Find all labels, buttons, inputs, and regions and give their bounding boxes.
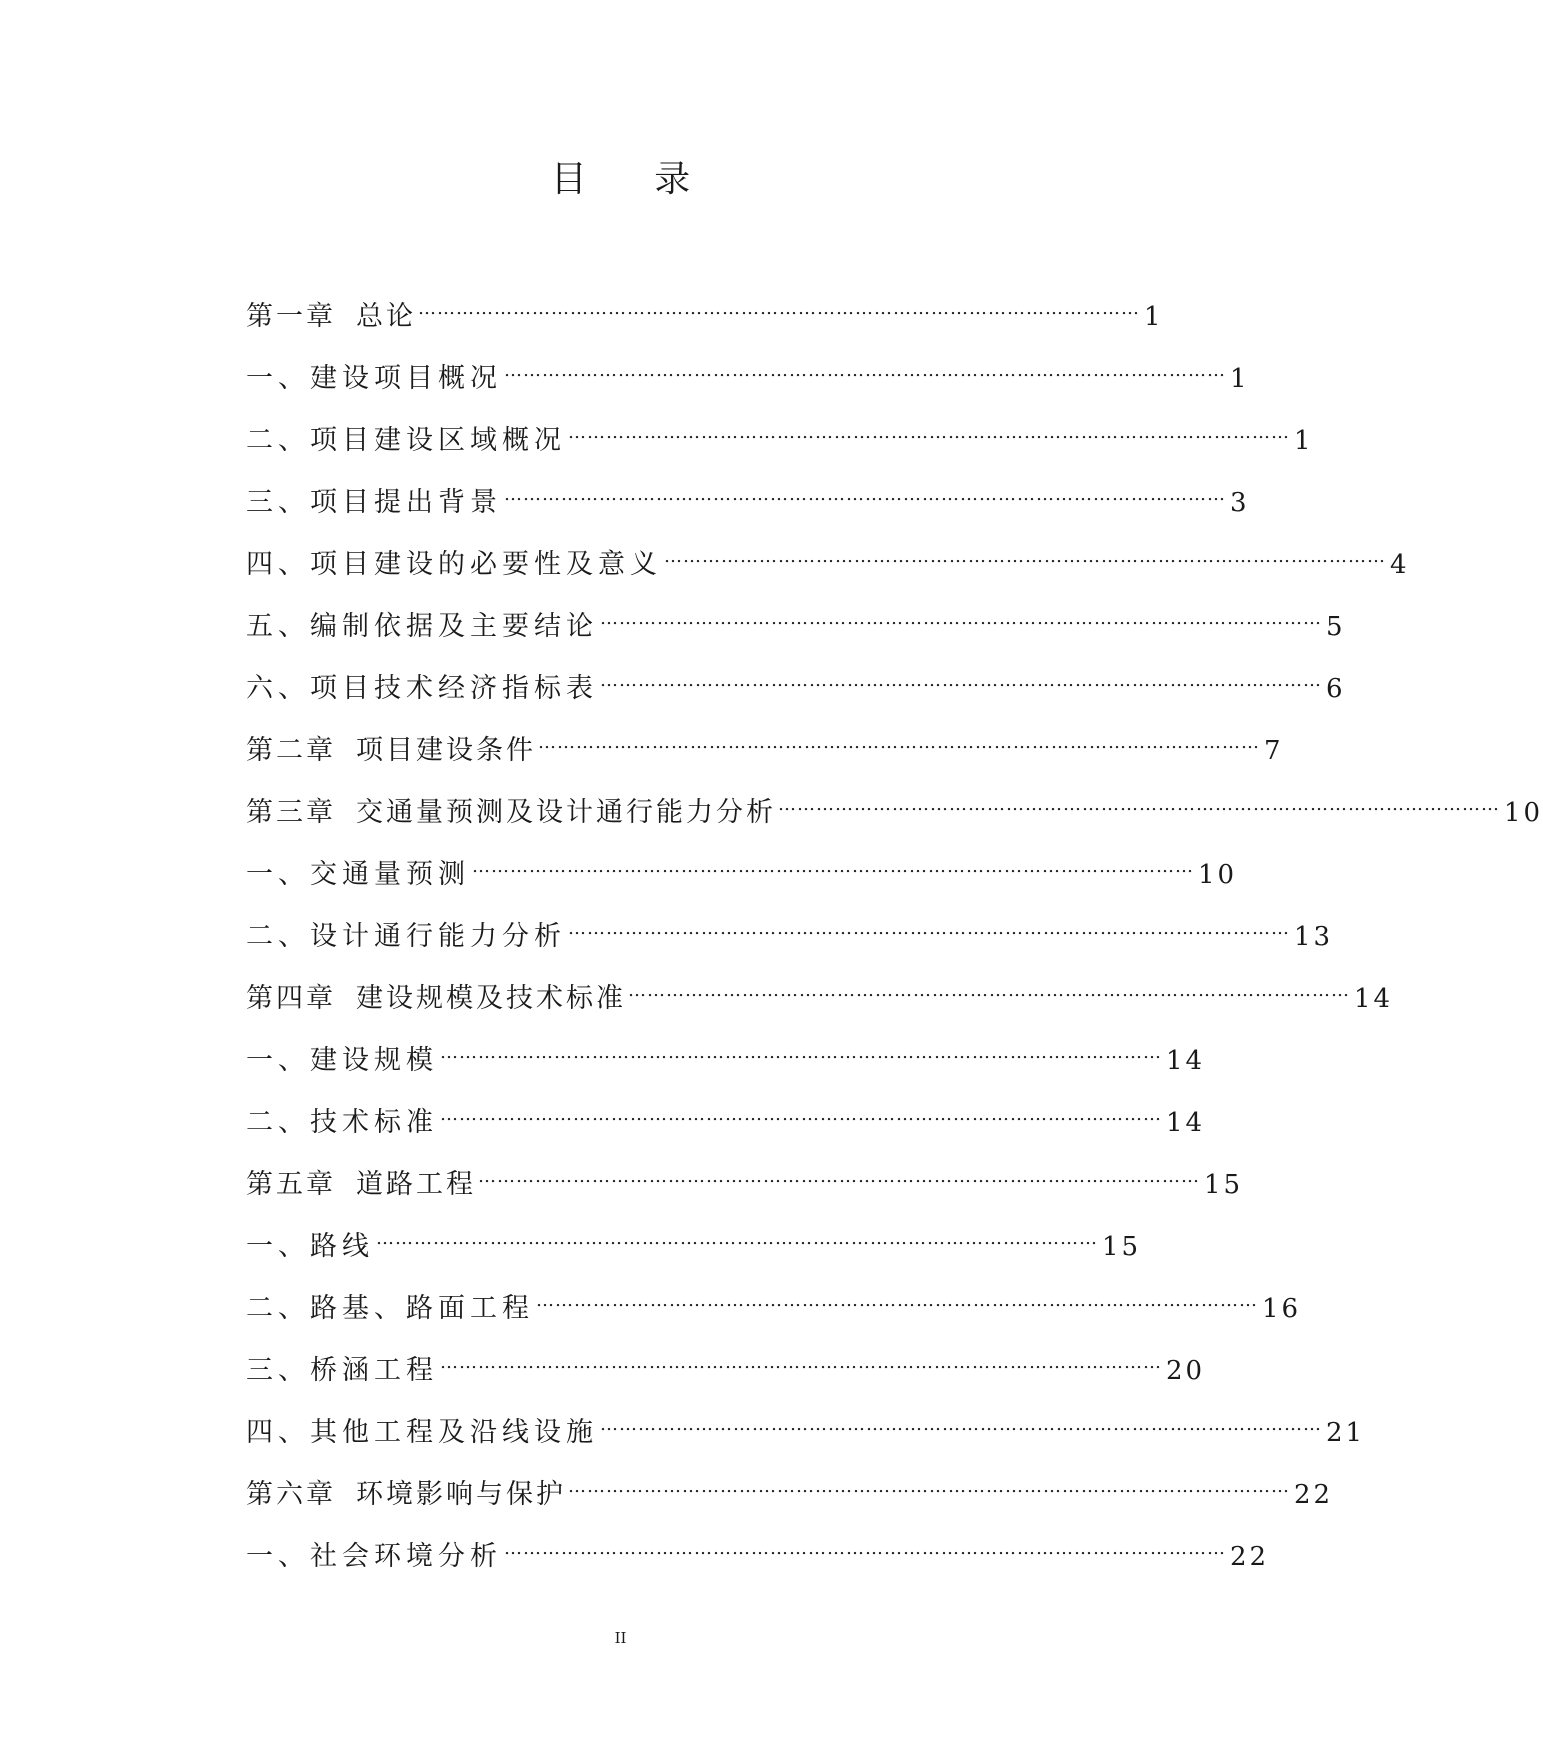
chapter-title: 环境影响与保护 bbox=[356, 1479, 566, 1510]
dot-leader: …………………………………………………………………………………………………… bbox=[568, 422, 1290, 443]
toc-entry-label bbox=[246, 795, 776, 831]
toc-page-number: 13 bbox=[1294, 922, 1334, 952]
chapter-number: 第五章 bbox=[246, 1169, 336, 1200]
toc-page-number: 7 bbox=[1264, 736, 1284, 766]
toc-chapter-entry[interactable] bbox=[246, 286, 1164, 348]
chapter-number: 第三章 bbox=[246, 797, 336, 828]
toc-entry-label: 二、路基、路面工程 bbox=[246, 1293, 534, 1324]
toc-entry-label: 四、其他工程及沿线设施 bbox=[246, 1417, 598, 1448]
toc-section-entry[interactable] bbox=[246, 1216, 1142, 1278]
toc-page-number: 5 bbox=[1326, 612, 1346, 642]
toc-page-number: 15 bbox=[1204, 1170, 1244, 1200]
chapter-title: 总论 bbox=[356, 301, 416, 332]
toc-chapter-entry[interactable] bbox=[246, 968, 1394, 1030]
dot-leader: …………………………………………………………………………………………………… bbox=[568, 1476, 1290, 1497]
toc-page-number: 3 bbox=[1230, 488, 1250, 518]
toc-entry-label: 一、建设规模 bbox=[246, 1045, 438, 1076]
toc-section-entry[interactable] bbox=[246, 596, 1346, 658]
toc-entry-label: 二、项目建设区域概况 bbox=[246, 425, 566, 456]
chapter-title: 交通量预测及设计通行能力分析 bbox=[356, 797, 776, 828]
toc-entry-label: 三、项目提出背景 bbox=[246, 487, 502, 518]
toc-entry-label bbox=[246, 299, 416, 335]
toc-section-entry[interactable] bbox=[246, 472, 1250, 534]
toc-page-number: 14 bbox=[1166, 1108, 1206, 1138]
toc-section-entry[interactable] bbox=[246, 1278, 1302, 1340]
dot-leader: …………………………………………………………………………………………………… bbox=[504, 1538, 1226, 1559]
toc-chapter-entry[interactable] bbox=[246, 720, 1284, 782]
toc-entry-label bbox=[246, 981, 626, 1017]
dot-leader: …………………………………………………………………………………………………… bbox=[418, 298, 1140, 319]
dot-leader: …………………………………………………………………………………………………… bbox=[440, 1104, 1162, 1125]
toc-page-number: 10 bbox=[1198, 860, 1238, 890]
toc-entry-label: 六、项目技术经济指标表 bbox=[246, 673, 598, 704]
table-of-contents bbox=[246, 286, 1543, 1588]
toc-entry-label: 一、路线 bbox=[246, 1231, 374, 1262]
toc-page-number: 1 bbox=[1144, 302, 1164, 332]
chapter-number: 第二章 bbox=[246, 735, 336, 766]
toc-entry-label: 二、设计通行能力分析 bbox=[246, 921, 566, 952]
page-title: 目 录 bbox=[550, 159, 719, 200]
toc-entry-label: 三、桥涵工程 bbox=[246, 1355, 438, 1386]
toc-chapter-entry[interactable] bbox=[246, 782, 1543, 844]
toc-entry-label: 二、技术标准 bbox=[246, 1107, 438, 1138]
toc-page-number: 1 bbox=[1230, 364, 1250, 394]
toc-page-number: 16 bbox=[1262, 1294, 1302, 1324]
dot-leader: …………………………………………………………………………………………………… bbox=[504, 360, 1226, 381]
toc-entry-label bbox=[246, 1167, 476, 1203]
chapter-title: 道路工程 bbox=[356, 1169, 476, 1200]
dot-leader: …………………………………………………………………………………………………… bbox=[478, 1166, 1200, 1187]
toc-page-number: 1 bbox=[1294, 426, 1314, 456]
toc-page-number: 4 bbox=[1390, 550, 1410, 580]
toc-section-entry[interactable] bbox=[246, 1340, 1206, 1402]
dot-leader: …………………………………………………………………………………………………… bbox=[600, 608, 1322, 629]
toc-section-entry[interactable] bbox=[246, 658, 1346, 720]
dot-leader: …………………………………………………………………………………………………… bbox=[472, 856, 1194, 877]
dot-leader: …………………………………………………………………………………………………… bbox=[440, 1042, 1162, 1063]
toc-page-number: 6 bbox=[1326, 674, 1346, 704]
toc-section-entry[interactable] bbox=[246, 1402, 1366, 1464]
dot-leader: …………………………………………………………………………………………………… bbox=[538, 732, 1260, 753]
dot-leader: …………………………………………………………………………………………………… bbox=[600, 670, 1322, 691]
toc-entry-label bbox=[246, 733, 536, 769]
toc-entry-label: 一、交通量预测 bbox=[246, 859, 470, 890]
page-number: II bbox=[614, 1629, 627, 1647]
chapter-number: 第六章 bbox=[246, 1479, 336, 1510]
dot-leader: …………………………………………………………………………………………………… bbox=[504, 484, 1226, 505]
dot-leader: …………………………………………………………………………………………………… bbox=[628, 980, 1350, 1001]
chapter-number: 第一章 bbox=[246, 301, 336, 332]
toc-page-number: 14 bbox=[1354, 984, 1394, 1014]
dot-leader: …………………………………………………………………………………………………… bbox=[536, 1290, 1258, 1311]
toc-entry-label: 五、编制依据及主要结论 bbox=[246, 611, 598, 642]
toc-section-entry[interactable] bbox=[246, 844, 1238, 906]
toc-entry-label: 一、社会环境分析 bbox=[246, 1541, 502, 1572]
toc-chapter-entry[interactable] bbox=[246, 1464, 1334, 1526]
toc-section-entry[interactable] bbox=[246, 906, 1334, 968]
dot-leader: …………………………………………………………………………………………………… bbox=[664, 546, 1386, 567]
chapter-number: 第四章 bbox=[246, 983, 336, 1014]
dot-leader: …………………………………………………………………………………………………… bbox=[376, 1228, 1098, 1249]
toc-page-number: 14 bbox=[1166, 1046, 1206, 1076]
dot-leader: …………………………………………………………………………………………………… bbox=[778, 794, 1500, 815]
toc-section-entry[interactable] bbox=[246, 1092, 1206, 1154]
dot-leader: …………………………………………………………………………………………………… bbox=[440, 1352, 1162, 1373]
dot-leader: …………………………………………………………………………………………………… bbox=[600, 1414, 1322, 1435]
toc-section-entry[interactable] bbox=[246, 1526, 1270, 1588]
toc-page-number: 15 bbox=[1102, 1232, 1142, 1262]
toc-entry-label: 一、建设项目概况 bbox=[246, 363, 502, 394]
toc-page-number: 22 bbox=[1230, 1542, 1270, 1572]
toc-page-number: 22 bbox=[1294, 1480, 1334, 1510]
chapter-title: 建设规模及技术标准 bbox=[356, 983, 626, 1014]
toc-section-entry[interactable] bbox=[246, 1030, 1206, 1092]
toc-page-number: 10 bbox=[1504, 798, 1543, 828]
toc-chapter-entry[interactable] bbox=[246, 1154, 1244, 1216]
toc-entry-label: 四、项目建设的必要性及意义 bbox=[246, 549, 662, 580]
dot-leader: …………………………………………………………………………………………………… bbox=[568, 918, 1290, 939]
toc-page-number: 20 bbox=[1166, 1356, 1206, 1386]
toc-section-entry[interactable] bbox=[246, 534, 1410, 596]
toc-section-entry[interactable] bbox=[246, 410, 1314, 472]
toc-entry-label bbox=[246, 1477, 566, 1513]
toc-page-number: 21 bbox=[1326, 1418, 1366, 1448]
toc-section-entry[interactable] bbox=[246, 348, 1250, 410]
chapter-title: 项目建设条件 bbox=[356, 735, 536, 766]
